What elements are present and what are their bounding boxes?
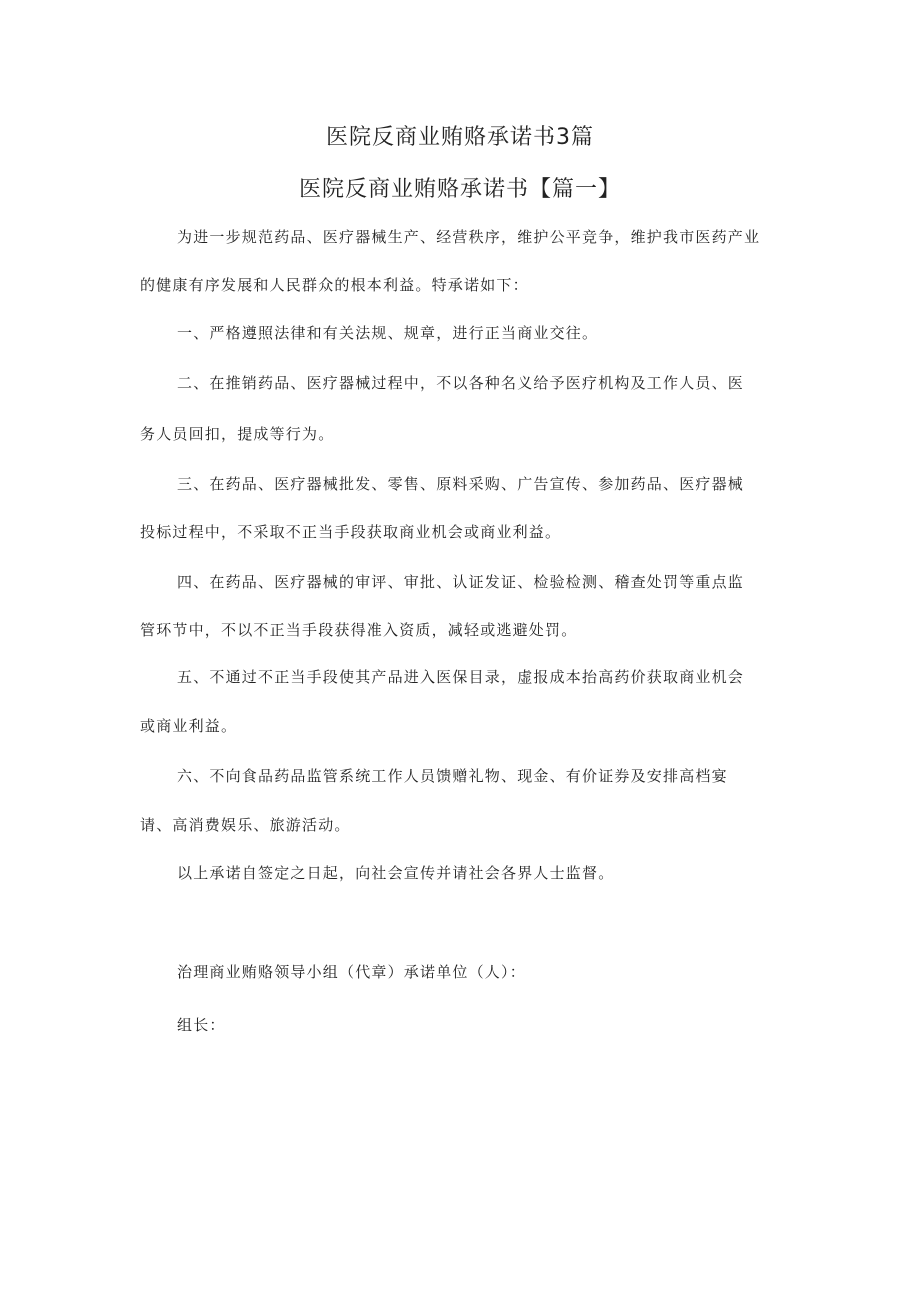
signature-org-line: 治理商业贿赂领导小组（代章）承诺单位（人）： bbox=[177, 963, 526, 981]
paragraph-item-2-line-2: 务人员回扣，提成等行为。 bbox=[140, 425, 335, 443]
paragraph-item-6-line-1: 六、不向食品药品监管系统工作人员馈赠礼物、现金、有价证券及安排高档宴 bbox=[177, 767, 728, 785]
paragraph-intro-line-2: 的健康有序发展和人民群众的根本利益。特承诺如下： bbox=[140, 276, 529, 294]
paragraph-item-4-line-1: 四、在药品、医疗器械的审评、审批、认证发证、检验检测、稽查处罚等重点监 bbox=[177, 573, 745, 591]
paragraph-intro-line-1: 为进一步规范药品、医疗器械生产、经营秩序，维护公平竞争，维护我市医药产业 bbox=[177, 228, 761, 246]
paragraph-item-5-line-2: 或商业利益。 bbox=[140, 717, 238, 735]
document-subtitle: 医院反商业贿赂承诺书【篇一】 bbox=[298, 177, 621, 202]
paragraph-item-6-line-2: 请、高消费娱乐、旅游活动。 bbox=[140, 816, 351, 834]
paragraph-item-4-line-2: 管环节中，不以不正当手段获得准入资质，减轻或逃避处罚。 bbox=[140, 621, 578, 639]
paragraph-item-1: 一、严格遵照法律和有关法规、规章，进行正当商业交往。 bbox=[177, 324, 599, 342]
paragraph-closing: 以上承诺自签定之日起，向社会宣传并请社会各界人士监督。 bbox=[177, 864, 615, 882]
paragraph-item-3-line-2: 投标过程中，不采取不正当手段获取商业机会或商业利益。 bbox=[140, 523, 562, 541]
paragraph-item-2-line-1: 二、在推销药品、医疗器械过程中，不以各种名义给予医疗机构及工作人员、医 bbox=[177, 374, 745, 392]
signature-leader-line: 组长： bbox=[177, 1016, 226, 1034]
document-title: 医院反商业贿赂承诺书3篇 bbox=[326, 125, 594, 150]
paragraph-item-5-line-1: 五、不通过不正当手段使其产品进入医保目录，虚报成本抬高药价获取商业机会 bbox=[177, 668, 745, 686]
paragraph-item-3-line-1: 三、在药品、医疗器械批发、零售、原料采购、广告宣传、参加药品、医疗器械 bbox=[177, 475, 745, 493]
